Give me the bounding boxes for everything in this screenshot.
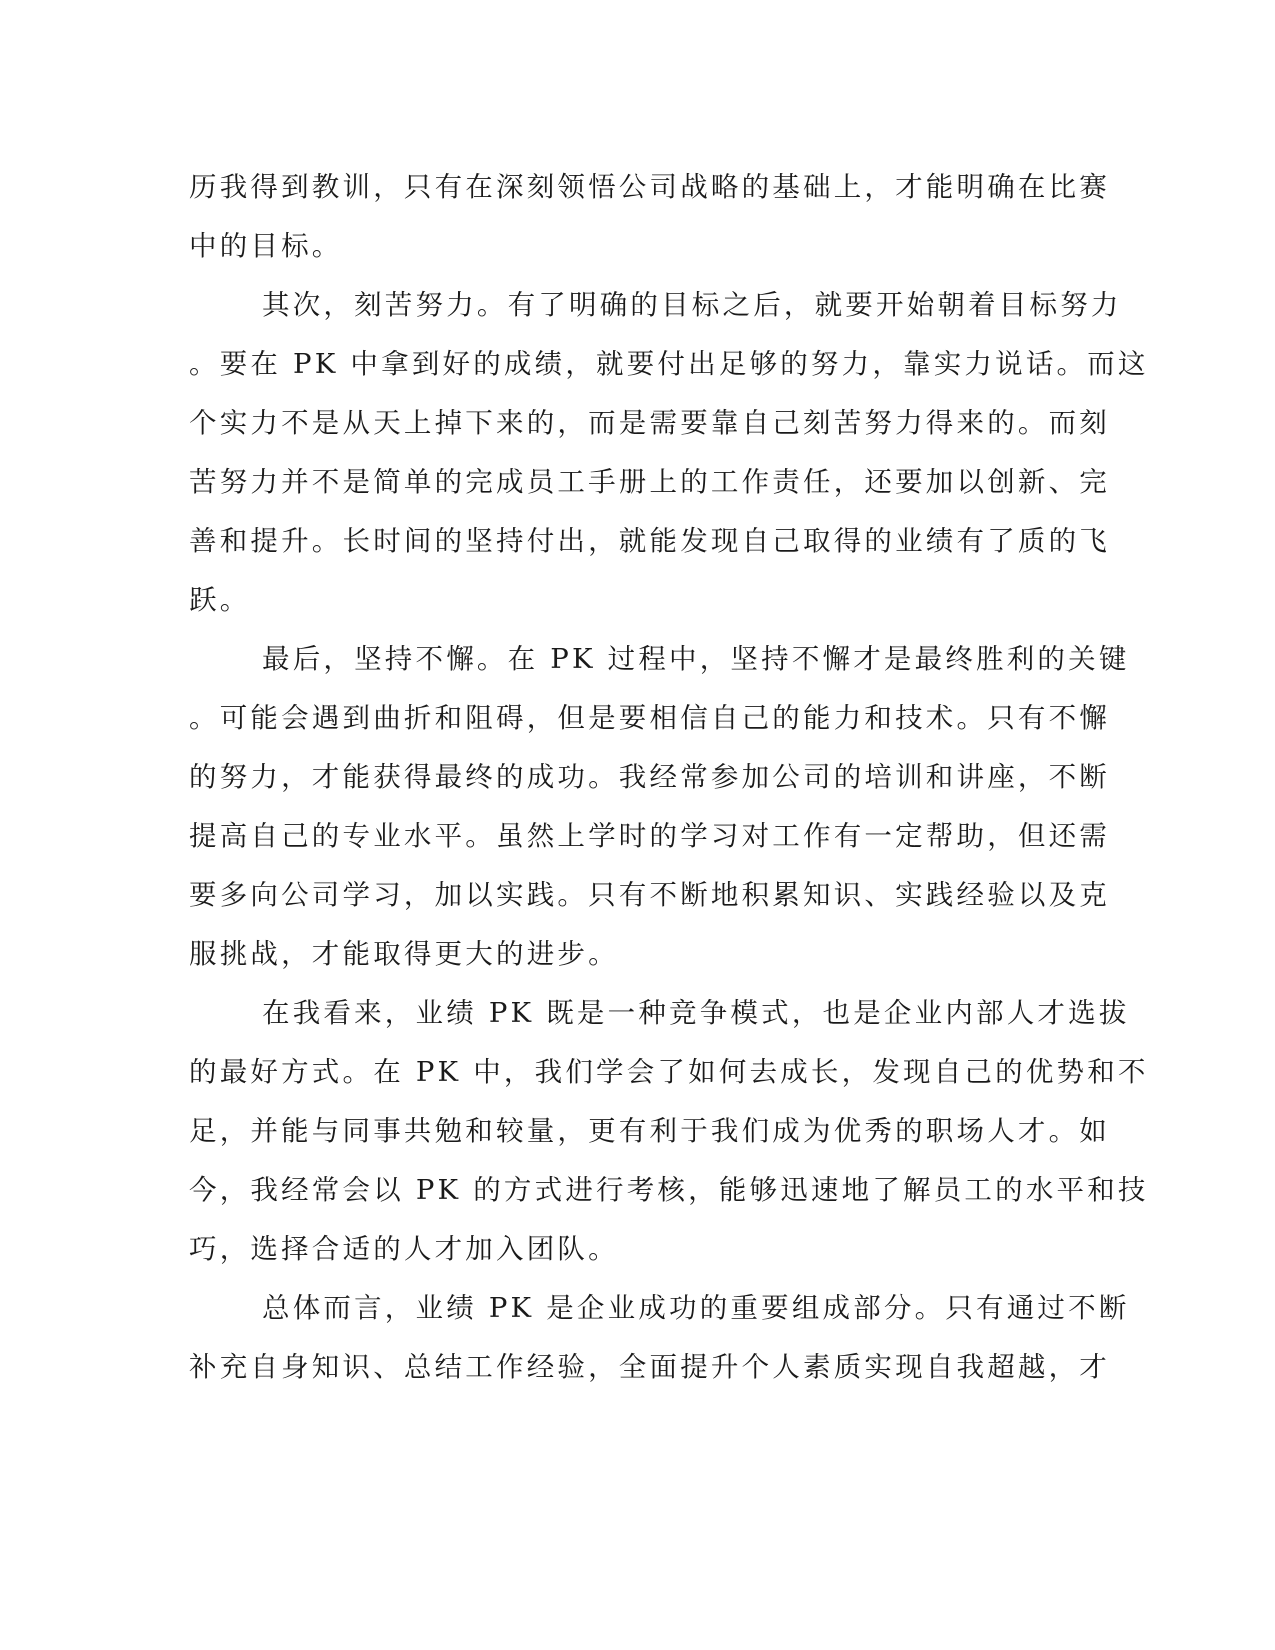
text-line: 要多向公司学习，加以实践。只有不断地积累知识、实践经验以及克 [189, 879, 1110, 911]
paragraph-start-line: 其次，刻苦努力。有了明确的目标之后，就要开始朝着目标努力 [262, 289, 1122, 321]
text-line: 跃。 [189, 584, 251, 616]
text-line: 足，并能与同事共勉和较量，更有利于我们成为优秀的职场人才。如 [189, 1115, 1110, 1147]
text-line: 的最好方式。在 PK 中，我们学会了如何去成长，发现自己的优势和不 [189, 1056, 1149, 1088]
text-line: 今，我经常会以 PK 的方式进行考核，能够迅速地了解员工的水平和技 [189, 1174, 1149, 1206]
text-line: 苦努力并不是简单的完成员工手册上的工作责任，还要加以创新、完 [189, 466, 1110, 498]
document-body [189, 158, 1149, 1397]
paragraph-start-line: 在我看来，业绩 PK 既是一种竞争模式，也是企业内部人才选拔 [262, 997, 1130, 1029]
text-line: 中的目标。 [189, 230, 343, 262]
text-line: 历我得到教训，只有在深刻领悟公司战略的基础上，才能明确在比赛 [189, 171, 1110, 203]
paragraph-start-line: 最后，坚持不懈。在 PK 过程中，坚持不懈才是最终胜利的关键 [262, 643, 1130, 675]
text-line: 。可能会遇到曲折和阻碍，但是要相信自己的能力和技术。只有不懈 [189, 702, 1110, 734]
paragraph-start-line: 总体而言，业绩 PK 是企业成功的重要组成部分。只有通过不断 [262, 1292, 1130, 1324]
text-line: 补充自身知识、总结工作经验，全面提升个人素质实现自我超越，才 [189, 1351, 1110, 1383]
text-line: 。要在 PK 中拿到好的成绩，就要付出足够的努力，靠实力说话。而这 [189, 348, 1149, 380]
text-line: 的努力，才能获得最终的成功。我经常参加公司的培训和讲座，不断 [189, 761, 1110, 793]
text-line: 巧，选择合适的人才加入团队。 [189, 1233, 619, 1265]
text-line: 善和提升。长时间的坚持付出，就能发现自己取得的业绩有了质的飞 [189, 525, 1110, 557]
text-line: 提高自己的专业水平。虽然上学时的学习对工作有一定帮助，但还需 [189, 820, 1110, 852]
text-line: 个实力不是从天上掉下来的，而是需要靠自己刻苦努力得来的。而刻 [189, 407, 1110, 439]
text-line: 服挑战，才能取得更大的进步。 [189, 938, 619, 970]
